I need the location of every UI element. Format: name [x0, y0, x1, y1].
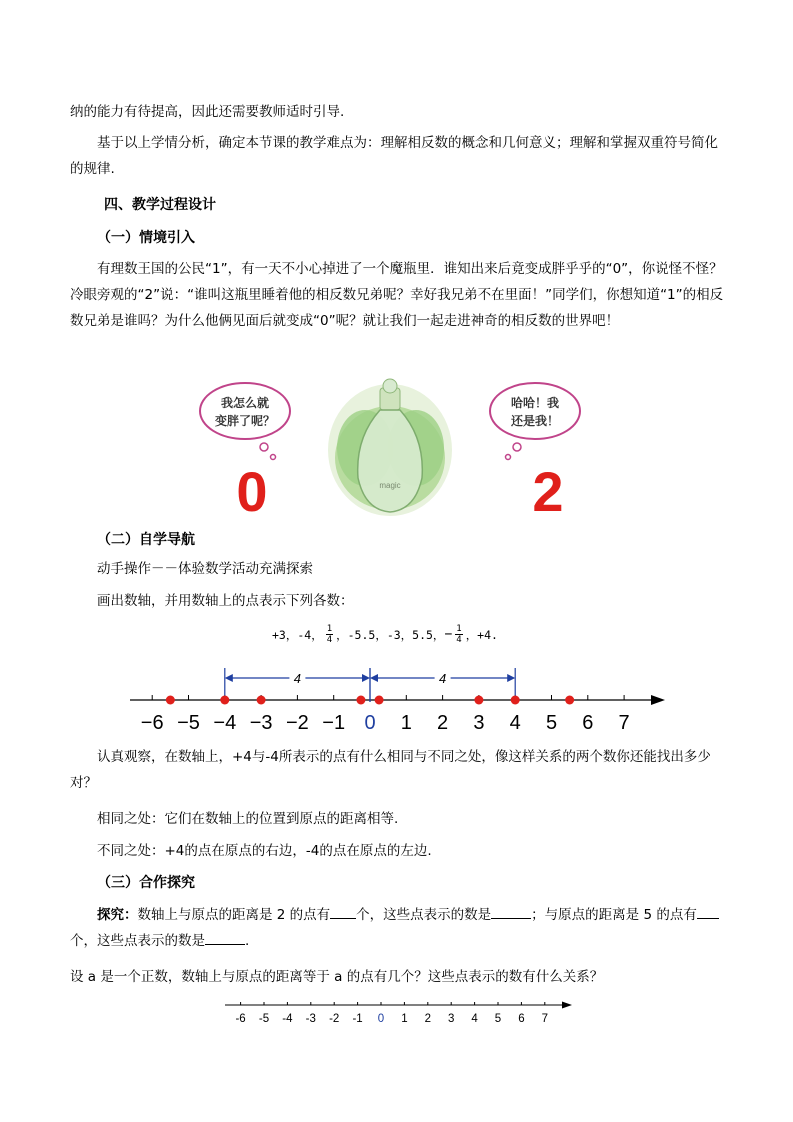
explore-text-5: . — [245, 933, 250, 949]
axis2-tick-label: -1 — [352, 1013, 363, 1025]
distance-label: 4 — [438, 671, 447, 686]
axis1-tick-label: 6 — [582, 712, 594, 734]
explore-text-3: ；与原点的距离是 5 的点有 — [531, 907, 697, 923]
activity-line: 动手操作－－体验数学活动充满探索 — [97, 561, 313, 577]
axis1-tick-label: 4 — [509, 712, 521, 734]
axis2-arrow-icon — [562, 1002, 572, 1009]
axis2-tick-label: -3 — [305, 1013, 316, 1025]
axis1-tick-label: −2 — [285, 712, 309, 734]
minus-sign: − — [444, 627, 453, 642]
observe-paragraph: 认真观察，在数轴上，+4与-4所表示的点有什么相同与不同之处，像这样关系的两个数你还能找出多少对？ — [70, 749, 711, 791]
bracket-arrow-icon — [225, 674, 233, 682]
subsection-heading-1: （一）情境引入 — [97, 230, 195, 246]
axis1-tick-label: −3 — [249, 712, 273, 734]
big-number-left: 0 — [236, 460, 268, 523]
number-line-2 — [220, 995, 580, 1035]
fraction-1-numerator: 1 — [326, 624, 333, 634]
explore-text-1: 数轴上与原点的距离是 2 的点有 — [137, 907, 331, 923]
magic-bottle-illustration — [190, 378, 590, 523]
axis1-point — [474, 696, 483, 705]
explore-text-4: 个，这些点表示的数是 — [70, 933, 205, 949]
axis1-tick-label: 1 — [400, 712, 412, 734]
thought-bubble-left — [200, 383, 290, 460]
axis1-tick-label: 5 — [545, 712, 558, 734]
blank-count-5[interactable] — [697, 918, 719, 919]
axis1-tick-label: 0 — [364, 712, 376, 734]
fraction-neg-1-4 — [455, 624, 462, 645]
bracket-arrow-icon — [370, 674, 378, 682]
axis2-tick-label: 0 — [377, 1013, 385, 1025]
axis1-point — [220, 696, 229, 705]
story-paragraph: 有理数王国的公民“1”，有一天不小心掉进了一个魔瓶里．谁知出来后竟变成胖乎乎的“0”，你说怪不怪？冷眼旁观的“2”说：“谁叫这瓶里睡着他的相反数兄弟呢？幸好我兄弟不在里面！”同学们，你想知道“1”的相反数兄弟是谁吗？为什么他俩见面后就变成“0”呢？就让我们一起走进神奇的相反数的世界吧！ — [70, 261, 724, 329]
axis2-tick-label: 3 — [447, 1013, 455, 1025]
question-a: 设 a 是一个正数，数轴上与原点的距离等于 a 的点有几个？这些点表示的数有什么关系？ — [70, 969, 604, 985]
explore-text-2: 个，这些点表示的数是 — [356, 907, 492, 923]
bracket-arrow-icon — [362, 674, 370, 682]
subsection-heading-2: （二）自学导航 — [97, 532, 195, 548]
axis1-arrow-icon — [651, 695, 665, 705]
numbers-part3: ，+4. — [465, 627, 498, 642]
axis1-point — [511, 696, 520, 705]
axis1-point — [565, 696, 574, 705]
fraction-1-denominator: 4 — [326, 635, 333, 645]
axis2-tick-label: -5 — [258, 1013, 270, 1025]
axis1-point — [356, 696, 365, 705]
numbers-part1: +3，-4， — [272, 627, 323, 642]
blank-numbers-2[interactable] — [491, 918, 531, 919]
section-heading-4: 四、教学过程设计 — [104, 197, 216, 213]
instruction-line: 画出数轴，并用数轴上的点表示下列各数： — [97, 593, 354, 609]
number-line-1 — [120, 660, 680, 740]
axis2-tick-label: 7 — [541, 1013, 549, 1025]
axis1-point — [257, 696, 266, 705]
axis1-point — [375, 696, 384, 705]
axis2-tick-label: 4 — [471, 1013, 478, 1025]
axis1-tick-label: −4 — [213, 712, 237, 734]
fraction-2-denominator: 4 — [456, 635, 462, 645]
fraction-1-4 — [326, 624, 333, 645]
bubble-left-line1: 我怎么就 — [220, 396, 270, 410]
paragraph-continuation: 纳的能力有待提高，因此还需要教师适时引导. — [70, 104, 345, 120]
axis2-tick-label: 6 — [518, 1013, 525, 1025]
axis1-tick-label: −6 — [140, 712, 164, 734]
axis1-tick-label: 7 — [618, 712, 630, 734]
axis1-point — [166, 696, 175, 705]
axis2-tick-label: -2 — [329, 1013, 340, 1025]
bubble-left-line2: 变胖了呢？ — [214, 414, 276, 428]
bottle-label: magic — [379, 481, 401, 490]
bracket-arrow-icon — [507, 674, 515, 682]
axis1-tick-label: −1 — [322, 712, 346, 734]
bubble-right-line1: 哈哈！我 — [510, 396, 560, 410]
distance-label: 4 — [293, 671, 302, 686]
axis1-tick-label: 2 — [437, 712, 449, 734]
subsection-heading-3: （三）合作探究 — [97, 875, 195, 891]
fraction-2-numerator: 1 — [456, 624, 462, 634]
numbers-part2: ，-5.5，-3，5.5， — [336, 627, 445, 642]
axis2-tick-label: 1 — [401, 1013, 408, 1025]
thought-bubble-right — [490, 383, 580, 460]
diff-point: 不同之处：+4的点在原点的右边，-4的点在原点的左边. — [97, 843, 432, 859]
paragraph-analysis: 基于以上学情分析，确定本节课的教学难点为：理解相反数的概念和几何意义；理解和掌握双重符号简化的规律. — [70, 135, 718, 177]
blank-count-2[interactable] — [330, 918, 356, 919]
axis2-tick-label: 2 — [424, 1013, 432, 1025]
big-number-right: 2 — [532, 460, 564, 523]
blank-numbers-5[interactable] — [205, 944, 245, 945]
same-point: 相同之处：它们在数轴上的位置到原点的距离相等. — [97, 811, 399, 827]
axis1-tick-label: −5 — [177, 712, 200, 734]
numbers-list — [272, 624, 498, 645]
axis2-tick-label: 5 — [494, 1013, 502, 1025]
explore-label: 探究： — [97, 907, 138, 923]
axis1-tick-label: 3 — [473, 712, 485, 734]
explore-paragraph — [70, 902, 725, 954]
bubble-right-line2: 还是我！ — [510, 414, 560, 428]
magic-bottle — [328, 379, 452, 516]
axis2-tick-label: -4 — [282, 1013, 293, 1025]
axis2-tick-label: -6 — [235, 1013, 246, 1025]
